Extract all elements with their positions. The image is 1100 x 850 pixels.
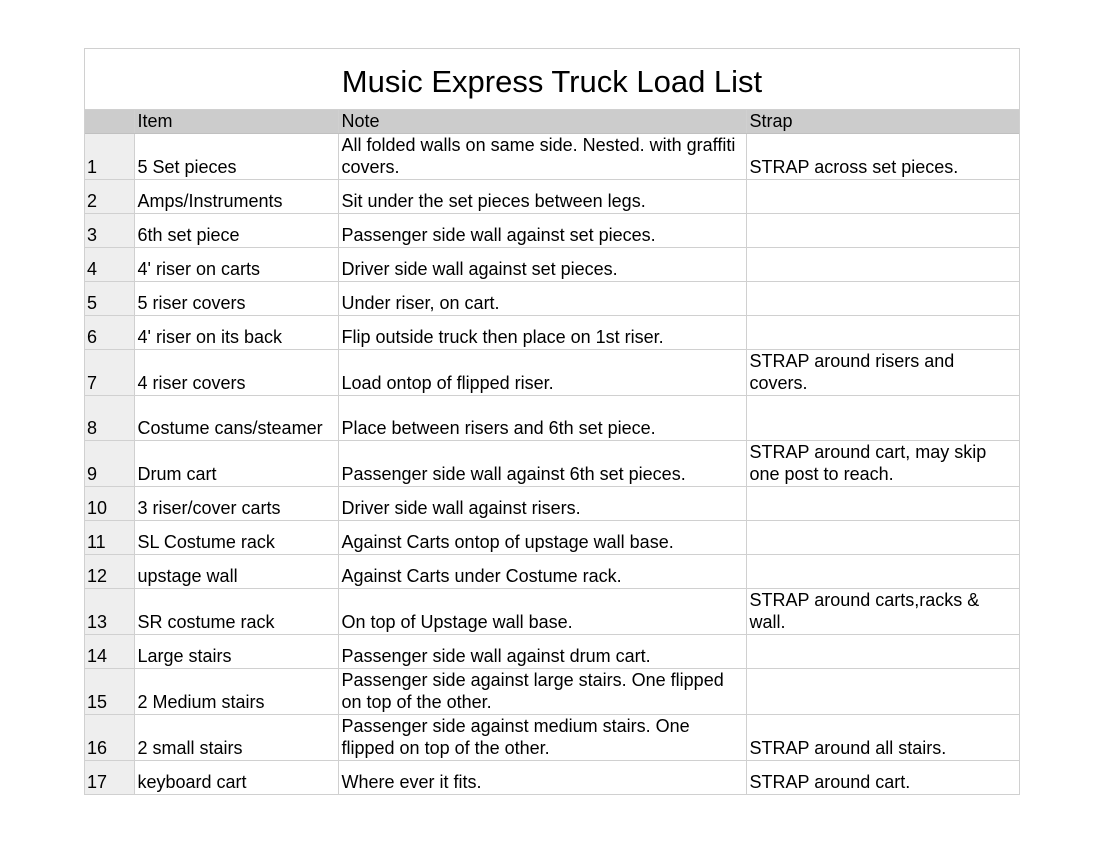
- row-item: 5 Set pieces: [134, 134, 338, 180]
- row-strap: STRAP around carts,racks & wall.: [746, 589, 1019, 635]
- row-item: 4 riser covers: [134, 350, 338, 396]
- row-item: 4' riser on carts: [134, 248, 338, 282]
- row-number: 16: [85, 715, 134, 761]
- row-note: Driver side wall against set pieces.: [338, 248, 746, 282]
- row-item: 5 riser covers: [134, 282, 338, 316]
- row-note: Load ontop of flipped riser.: [338, 350, 746, 396]
- header-row: [85, 110, 1019, 134]
- row-note: Passenger side against medium stairs. One flipped on top of the other.: [338, 715, 746, 761]
- header-strap: Strap: [746, 110, 1019, 134]
- row-item: Amps/Instruments: [134, 180, 338, 214]
- row-number: 3: [85, 214, 134, 248]
- row-strap: [746, 214, 1019, 248]
- row-note: Passenger side wall against set pieces.: [338, 214, 746, 248]
- row-strap: STRAP around risers and covers.: [746, 350, 1019, 396]
- row-strap: [746, 316, 1019, 350]
- row-item: SL Costume rack: [134, 521, 338, 555]
- row-number: 13: [85, 589, 134, 635]
- row-number: 9: [85, 441, 134, 487]
- table-row: [85, 669, 1019, 715]
- row-item: 4' riser on its back: [134, 316, 338, 350]
- row-item: 6th set piece: [134, 214, 338, 248]
- row-strap: [746, 555, 1019, 589]
- row-strap: [746, 396, 1019, 441]
- row-strap: [746, 521, 1019, 555]
- row-item: Large stairs: [134, 635, 338, 669]
- table-row: [85, 316, 1019, 350]
- table-row: [85, 441, 1019, 487]
- row-strap: [746, 635, 1019, 669]
- row-number: 17: [85, 761, 134, 795]
- table-row: [85, 555, 1019, 589]
- row-item: 2 Medium stairs: [134, 669, 338, 715]
- row-number: 7: [85, 350, 134, 396]
- row-note: Flip outside truck then place on 1st riser.: [338, 316, 746, 350]
- table-body: [85, 134, 1019, 795]
- row-note: Passenger side wall against drum cart.: [338, 635, 746, 669]
- row-number: 5: [85, 282, 134, 316]
- row-item: 2 small stairs: [134, 715, 338, 761]
- table-row: [85, 487, 1019, 521]
- row-strap: [746, 487, 1019, 521]
- row-number: 11: [85, 521, 134, 555]
- row-note: All folded walls on same side. Nested. with graffiti covers.: [338, 134, 746, 180]
- row-note: Driver side wall against risers.: [338, 487, 746, 521]
- load-list-sheet: [84, 48, 1020, 795]
- table-row: [85, 396, 1019, 441]
- row-number: 14: [85, 635, 134, 669]
- row-item: keyboard cart: [134, 761, 338, 795]
- row-strap: [746, 669, 1019, 715]
- row-strap: STRAP around all stairs.: [746, 715, 1019, 761]
- table-row: [85, 134, 1019, 180]
- row-note: Sit under the set pieces between legs.: [338, 180, 746, 214]
- table-row: [85, 589, 1019, 635]
- header-number: [85, 110, 134, 134]
- row-strap: [746, 248, 1019, 282]
- row-item: Drum cart: [134, 441, 338, 487]
- row-item: SR costume rack: [134, 589, 338, 635]
- row-number: 8: [85, 396, 134, 441]
- row-strap: STRAP around cart.: [746, 761, 1019, 795]
- row-note: Passenger side against large stairs. One flipped on top of the other.: [338, 669, 746, 715]
- row-note: Place between risers and 6th set piece.: [338, 396, 746, 441]
- row-number: 12: [85, 555, 134, 589]
- table-row: [85, 282, 1019, 316]
- table-row: [85, 214, 1019, 248]
- row-item: upstage wall: [134, 555, 338, 589]
- table-row: [85, 350, 1019, 396]
- load-list-table: [85, 110, 1019, 795]
- row-strap: [746, 282, 1019, 316]
- title-row: [85, 49, 1019, 110]
- table-row: [85, 248, 1019, 282]
- row-note: Under riser, on cart.: [338, 282, 746, 316]
- row-note: Passenger side wall against 6th set pieces.: [338, 441, 746, 487]
- row-number: 1: [85, 134, 134, 180]
- header-item: Item: [134, 110, 338, 134]
- row-number: 10: [85, 487, 134, 521]
- table-row: [85, 180, 1019, 214]
- row-strap: STRAP across set pieces.: [746, 134, 1019, 180]
- row-number: 6: [85, 316, 134, 350]
- row-note: On top of Upstage wall base.: [338, 589, 746, 635]
- row-note: Against Carts ontop of upstage wall base.: [338, 521, 746, 555]
- row-number: 15: [85, 669, 134, 715]
- row-note: Where ever it fits.: [338, 761, 746, 795]
- row-item: Costume cans/steamer: [134, 396, 338, 441]
- sheet-title: Music Express Truck Load List: [341, 64, 763, 99]
- row-item: 3 riser/cover carts: [134, 487, 338, 521]
- table-row: [85, 521, 1019, 555]
- row-strap: STRAP around cart, may skip one post to reach.: [746, 441, 1019, 487]
- header-note: Note: [338, 110, 746, 134]
- row-strap: [746, 180, 1019, 214]
- table-row: [85, 761, 1019, 795]
- table-row: [85, 635, 1019, 669]
- row-number: 4: [85, 248, 134, 282]
- row-number: 2: [85, 180, 134, 214]
- table-row: [85, 715, 1019, 761]
- row-note: Against Carts under Costume rack.: [338, 555, 746, 589]
